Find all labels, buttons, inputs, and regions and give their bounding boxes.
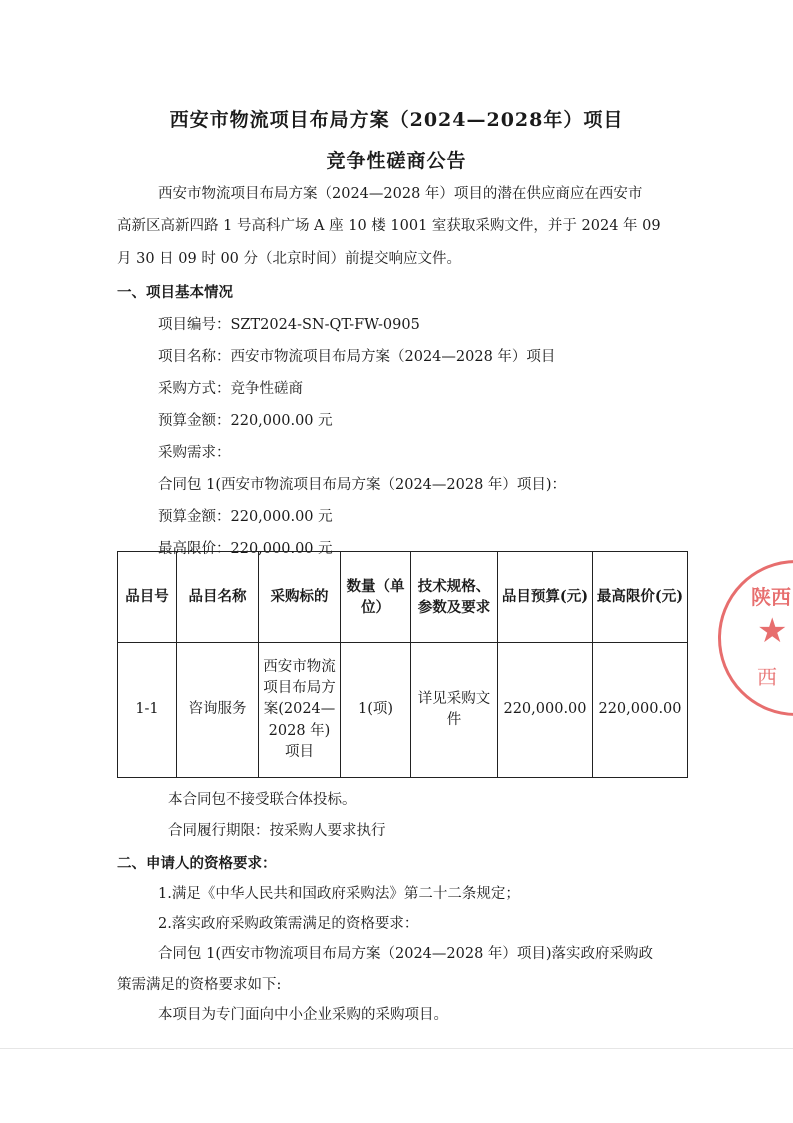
items-table [117, 551, 688, 778]
intro-line: 月 30 日 09 时 00 分（北京时间）前提交响应文件。 [117, 251, 462, 267]
contract-package: 合同包 1(西安市物流项目布局方案（2024—2028 年）项目)： [158, 477, 567, 493]
table-cell: 1(项) [341, 643, 411, 778]
header-cell: 品目号 [118, 552, 177, 643]
table-cell: 西安市物流项目布局方案(2024—2028 年) 项目 [259, 643, 341, 778]
official-seal [718, 560, 793, 716]
package-max-price: 最高限价：220,000.00 元 [158, 541, 333, 557]
contract-term: 合同履行期限：按采购人要求执行 [168, 823, 386, 839]
table-header-row [118, 552, 688, 643]
header-cell: 技术规格、参数及要求 [411, 552, 498, 643]
project-number: 项目编号：SZT2024-SN-QT-FW-0905 [158, 317, 420, 333]
procurement-demand: 采购需求： [158, 445, 231, 461]
header-cell: 品目名称 [177, 552, 259, 643]
procurement-method: 采购方式：竞争性磋商 [158, 381, 303, 397]
table-cell: 咨询服务 [177, 643, 259, 778]
intro-line: 西安市物流项目布局方案（2024—2028 年）项目的潜在供应商应在西安市 [158, 186, 643, 202]
requirement-item: 本项目为专门面向中小企业采购的采购项目。 [158, 1007, 448, 1023]
table-cell: 1-1 [118, 643, 177, 778]
table-cell: 220,000.00 [593, 643, 688, 778]
section-heading: 二、申请人的资格要求： [117, 855, 277, 872]
no-consortium-note: 本合同包不接受联合体投标。 [168, 792, 357, 808]
requirement-item: 1.满足《中华人民共和国政府采购法》第二十二条规定； [158, 886, 520, 902]
table-cell: 详见采购文件 [411, 643, 498, 778]
table-row [118, 643, 688, 778]
requirement-item: 2.落实政府采购政策需满足的资格要求： [158, 916, 419, 932]
header-cell: 数量（单位） [341, 552, 411, 643]
header-cell: 最高限价(元) [593, 552, 688, 643]
budget-amount: 预算金额：220,000.00 元 [158, 413, 333, 429]
page-divider [0, 1048, 793, 1049]
seal-star-icon: ★ [757, 611, 788, 651]
header-cell: 品目预算(元) [498, 552, 593, 643]
requirement-item: 合同包 1(西安市物流项目布局方案（2024—2028 年）项目)落实政府采购政 [158, 946, 654, 962]
project-name: 项目名称：西安市物流项目布局方案（2024—2028 年）项目 [158, 349, 556, 365]
header-cell: 采购标的 [259, 552, 341, 643]
table-cell: 220,000.00 [498, 643, 593, 778]
seal-text: 陕西 [751, 585, 791, 609]
requirement-item: 策需满足的资格要求如下: [117, 977, 282, 993]
package-budget: 预算金额：220,000.00 元 [158, 509, 333, 525]
document-subtitle: 竞争性磋商公告 [326, 150, 467, 172]
document-title: 西安市物流项目布局方案（2024—2028年）项目 [169, 109, 624, 131]
section-heading: 一、项目基本情况 [117, 284, 233, 301]
intro-line: 高新区高新四路 1 号高科广场 A 座 10 楼 1001 室获取采购文件，并于 2024 年 09 [117, 218, 661, 234]
seal-text: 西 [757, 665, 777, 689]
